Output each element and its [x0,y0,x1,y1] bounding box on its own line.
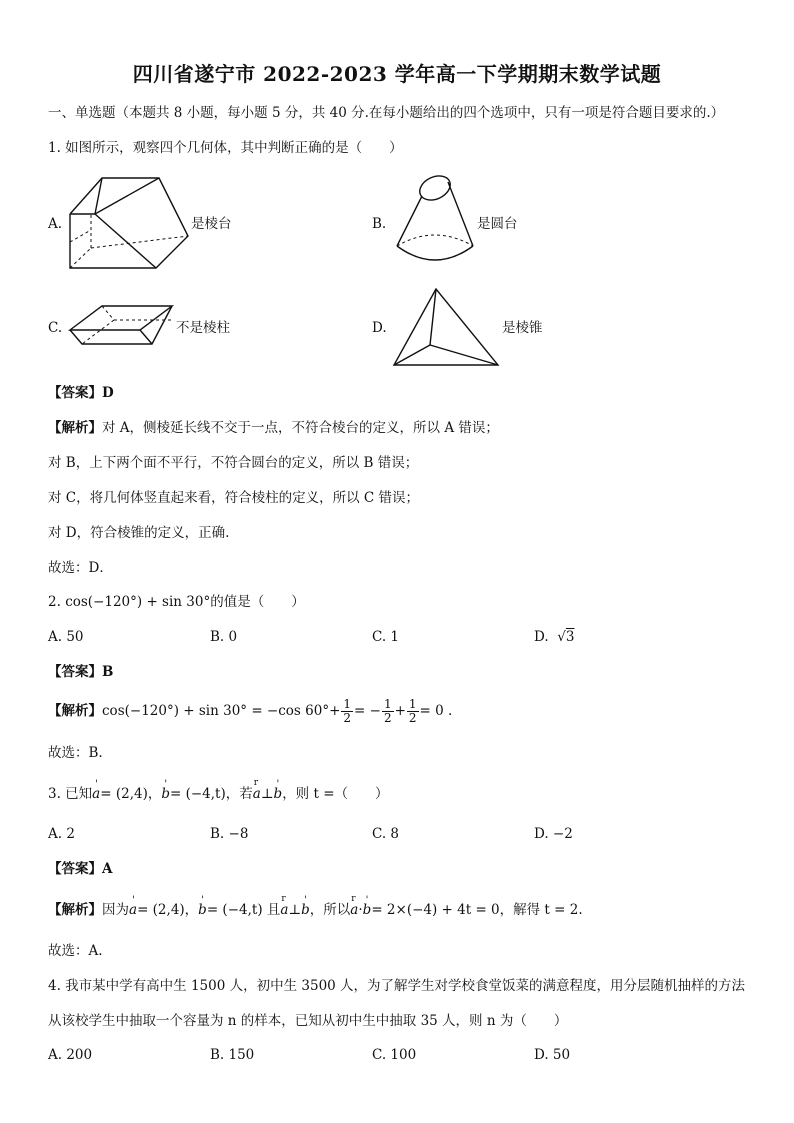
q4-option-c: C. 100 [372,1047,417,1063]
q1-choose: 故选：D． [48,560,113,576]
q3-analysis-b: = (−4,t) 且 [206,902,281,918]
q2-option-d-label: D. [534,629,549,645]
q2-option-c: C. 1 [372,629,400,645]
q1-option-b-label: B. [372,216,387,232]
q3-option-c: C. 8 [372,826,400,842]
q1-figure-c [64,300,174,350]
q2-choose: 故选：B. [48,745,103,761]
analysis-label: 【解析】 [48,420,102,436]
dot-symbol: · [358,902,363,918]
vector-a: ' a [92,785,100,803]
q3-b-value: = (−4,t)，若 [170,786,253,802]
q4-option-d: D. 50 [534,1047,571,1063]
q1-figure-d [390,285,502,369]
q2-analysis-expr: cos(−120°) + sin 30° = −cos 60°+ [102,703,341,719]
q1-option-c-label: C. [48,320,63,336]
q2-answer: 【答案】B [48,664,114,680]
q2-option-d-value: 3 [565,629,575,645]
q4-stem-line1: 4. 我市某中学有高中生 1500 人，初中生 3500 人，为了解学生对学校食堂饭菜的满意程度，用分层随机抽样的方法 [48,978,746,994]
vector-a: r a [253,785,261,803]
q4-option-a: A. 200 [48,1047,93,1063]
q1-option-c-text: 不是棱柱 [176,320,230,336]
q1-option-a-text: 是棱台 [191,216,232,232]
q1-option-a-label: A. [48,216,63,232]
q2-number: 2. [48,594,61,610]
perpendicular-symbol: ⊥ [288,902,302,918]
q1-analysis-1 [48,419,499,437]
q2-analysis-plus: + [394,703,406,719]
q3-stem-end: ，则 t =（ ） [282,786,389,802]
analysis-label: 【解析】 [48,902,102,918]
q1-analysis-2: 对 B，上下两个面不平行，不符合圆台的定义，所以 B 错误； [48,455,419,471]
vector-b: ' b [363,901,372,919]
vector-a: r a [280,901,288,919]
q1-analysis-4: 对 D，符合棱锥的定义，正确. [48,525,230,541]
q1-option-d-label: D. [372,320,387,336]
q3-option-d: D. −2 [534,826,573,842]
q3-option-a: A. 2 [48,826,75,842]
vector-b: ' b [301,901,310,919]
q3-analysis-calc: = 2×(−4) + 4t = 0，解得 t = 2. [371,902,583,918]
section-heading: 一、单选题（本题共 8 小题，每小题 5 分，共 40 分.在每小题给出的四个选项中，只有一项是符合题目要求的.） [48,105,725,121]
sqrt-icon: √ [557,629,566,645]
q1-stem: 1. 如图所示，观察四个几何体，其中判断正确的是（ ） [48,140,403,156]
q3-analysis-so: ，所以 [309,902,351,918]
q2-stem-tail: 的值是（ ） [210,594,305,610]
analysis-label: 【解析】 [48,703,102,719]
perpendicular-symbol: ⊥ [260,786,274,802]
q3-stem [48,785,389,803]
q1-option-d-text: 是棱锥 [502,320,543,336]
q3-analysis [48,901,583,919]
vector-b: ' b [274,785,283,803]
q3-analysis-a: = (2,4)， [137,902,199,918]
q3-analysis-because: 因为 [102,902,129,918]
fraction-one-half: $\frac{1}{2}$ [408,697,417,725]
q1-analysis-text-1: 对 A，侧棱延长线不交于一点，不符合棱台的定义，所以 A 错误； [102,420,499,436]
vector-a: r a [350,901,358,919]
q2-analysis [48,696,452,726]
q2-option-a: A. 50 [48,629,84,645]
q3-a-value: = (2,4)， [100,786,162,802]
q1-analysis-3: 对 C，将几何体竖直起来看，符合棱柱的定义，所以 C 错误； [48,490,420,506]
q2-option-b: B. 0 [210,629,238,645]
q4-stem-line2: 从该校学生中抽取一个容量为 n 的样本，已知从初中生中抽取 35 人，则 n 为（ ） [48,1013,568,1029]
q1-figure-b [390,170,480,270]
q1-option-b-text: 是圆台 [477,216,518,232]
page-title: 四川省遂宁市 2022-2023 学年高一下学期期末数学试题 [132,62,662,86]
q1-answer: 【答案】D [48,385,114,401]
vector-b: ' b [161,785,170,803]
q2-expression: cos(−120°) + sin 30° [65,594,211,610]
q2-option-d [534,628,574,646]
q3-option-b: B. −8 [210,826,249,842]
q4-option-b: B. 150 [210,1047,255,1063]
fraction-one-half: $\frac{1}{2}$ [343,697,352,725]
fraction-one-half: $\frac{1}{2}$ [383,697,392,725]
vector-a: ' a [129,901,137,919]
q1-figure-a [64,170,194,274]
q2-stem [48,593,305,611]
q3-choose: 故选：A. [48,943,103,959]
vector-b: ' b [198,901,207,919]
q3-stem-start: 3. 已知 [48,786,93,802]
q3-answer: 【答案】A [48,861,113,877]
q2-analysis-end: = 0 . [419,703,453,719]
q2-analysis-mid: = − [354,703,381,719]
